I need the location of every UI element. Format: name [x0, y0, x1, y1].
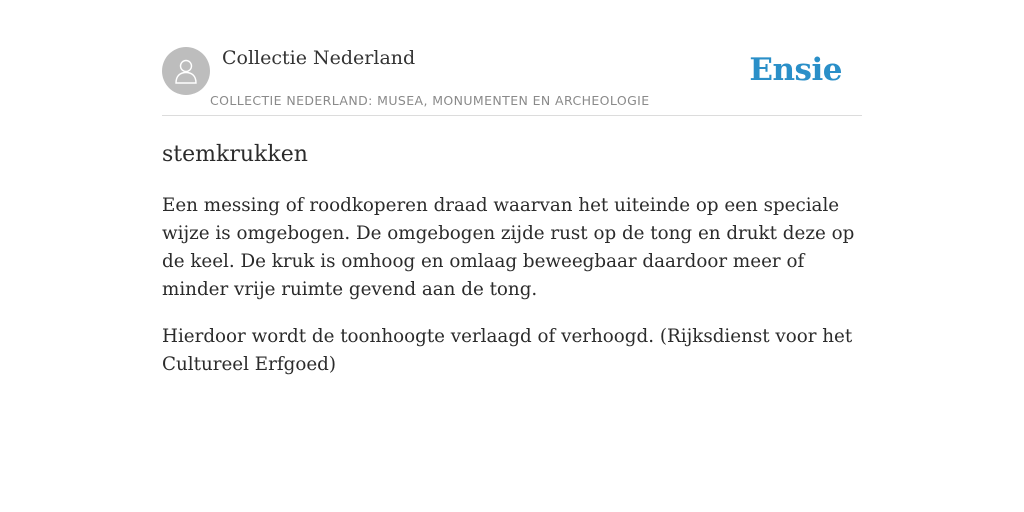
user-icon: [171, 56, 201, 86]
entry-paragraph: Een messing of roodkoperen draad waarvan het uiteinde op een speciale wijze is omgebogen. De omgebogen zijde rust op de tong en drukt deze op de keel. De kruk is omhoog en omlaag beweegbaar daardoor meer of minder vrije ruimte gevend aan de tong.: [162, 195, 855, 300]
entry-header: [162, 46, 862, 116]
ensie-logo[interactable]: Ensie: [749, 52, 842, 88]
entry-content: [162, 192, 862, 398]
source-name[interactable]: COLLECTIE NEDERLAND: MUSEA, MONUMENTEN EN ARCHEOLOGIE: [210, 93, 650, 108]
entry-title: stemkrukken: [162, 142, 308, 167]
author-name[interactable]: Collectie Nederland: [222, 47, 416, 69]
avatar[interactable]: [162, 47, 210, 95]
entry-paragraph: Hierdoor wordt de toonhoogte verlaagd of verhoogd. (Rijksdienst voor het Cultureel Erfgoed): [162, 326, 853, 375]
